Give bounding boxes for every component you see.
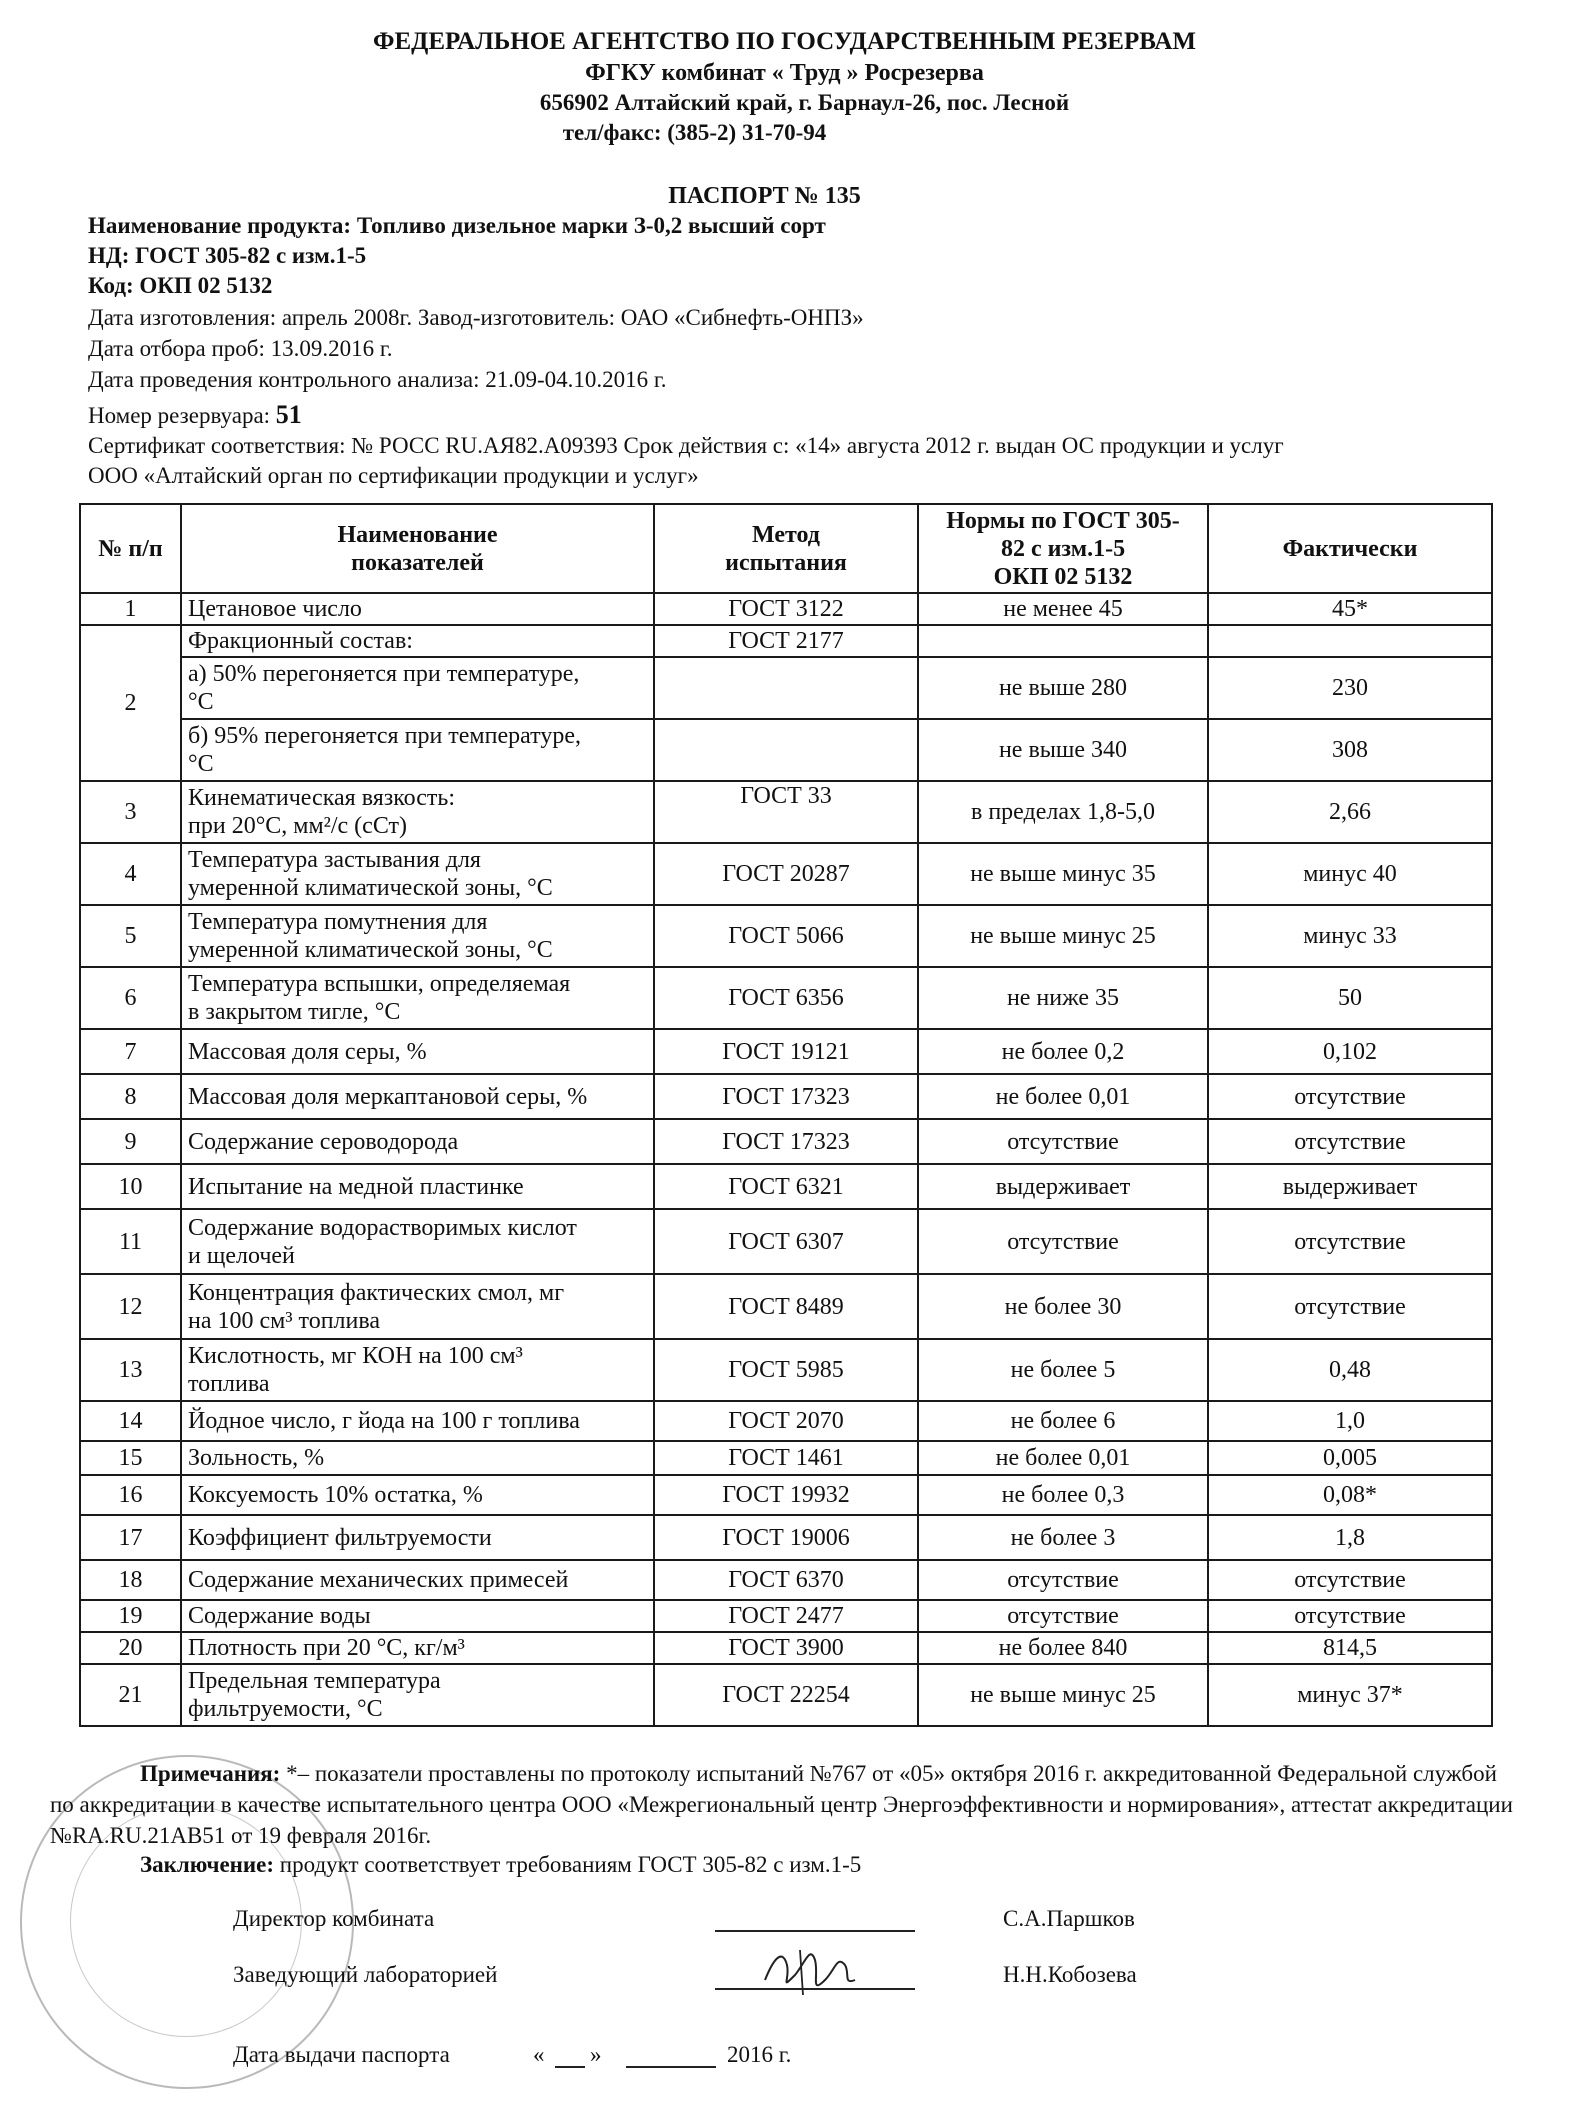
certificate-line-1: Сертификат соответствия: № РОСС RU.АЯ82.А09393 Срок действия с: «14» августа 2012 г. выдан ОС продукции и услуг (88, 433, 1284, 458)
table-cell: не более 0,01 (918, 1074, 1208, 1119)
table-cell: 308 (1208, 719, 1492, 781)
table-cell: Плотность при 20 °С, кг/м³ (181, 1632, 654, 1664)
table-row (80, 781, 1492, 843)
table-cell (654, 657, 918, 719)
director-title: Директор комбината (233, 1906, 435, 1931)
table-header-row (80, 504, 1492, 593)
table-cell: ГОСТ 8489 (654, 1274, 918, 1339)
table-cell: 2 (80, 625, 181, 781)
table-cell: 5 (80, 905, 181, 967)
table-cell: отсутствие (1208, 1119, 1492, 1164)
table-cell: отсутствие (1208, 1074, 1492, 1119)
table-cell: не более 30 (918, 1274, 1208, 1339)
table-cell: не более 6 (918, 1401, 1208, 1441)
table-row (80, 905, 1492, 967)
organization-address: 656902 Алтайский край, г. Барнаул-26, пос. Лесной (539, 90, 1070, 115)
conclusion-text: продукт соответствует требованиям ГОСТ 305-82 с изм.1-5 (274, 1852, 862, 1877)
table-cell: 0,48 (1208, 1339, 1492, 1401)
table-cell (654, 719, 918, 781)
certificate-line-2: ООО «Алтайский орган по сертификации продукции и услуг» (88, 463, 699, 488)
table-cell: отсутствие (918, 1600, 1208, 1632)
table-cell: Содержание водорастворимых кислот и щелочей (181, 1209, 654, 1274)
notes-label: Примечания: (140, 1761, 281, 1786)
normative-document: НД: ГОСТ 305-82 с изм.1-5 (88, 243, 367, 268)
table-cell: отсутствие (918, 1209, 1208, 1274)
sampling-date: Дата отбора проб: 13.09.2016 г. (88, 336, 393, 361)
conclusion (140, 1852, 861, 1878)
table-row (80, 1029, 1492, 1074)
table-cell: в пределах 1,8-5,0 (918, 781, 1208, 843)
table-row (80, 1339, 1492, 1401)
table-cell: 17 (80, 1515, 181, 1560)
table-row (80, 1401, 1492, 1441)
table-cell: ГОСТ 3122 (654, 593, 918, 625)
table-cell: выдерживает (1208, 1164, 1492, 1209)
table-cell: Температура застывания для умеренной климатической зоны, °С (181, 843, 654, 905)
tank-label: Номер резервуара: (88, 403, 271, 428)
table-cell: 12 (80, 1274, 181, 1339)
table-cell: 2,66 (1208, 781, 1492, 843)
table-cell: выдерживает (918, 1164, 1208, 1209)
table-cell: не выше минус 25 (918, 905, 1208, 967)
tank-number (88, 400, 302, 430)
table-cell: Йодное число, г йода на 100 г топлива (181, 1401, 654, 1441)
table-cell: минус 40 (1208, 843, 1492, 905)
lab-head-title: Заведующий лабораторией (233, 1962, 498, 1987)
table-cell: 13 (80, 1339, 181, 1401)
table-cell: 21 (80, 1664, 181, 1726)
table-cell: 1 (80, 593, 181, 625)
table-cell: ГОСТ 5066 (654, 905, 918, 967)
passport-title: ПАСПОРТ № 135 (668, 183, 861, 209)
table-cell: Содержание сероводорода (181, 1119, 654, 1164)
table-row (80, 1441, 1492, 1475)
table-row (80, 657, 1492, 719)
table-cell: 18 (80, 1560, 181, 1600)
table-row (80, 1164, 1492, 1209)
table-cell: ГОСТ 22254 (654, 1664, 918, 1726)
table-row (80, 1475, 1492, 1515)
issue-date-label: Дата выдачи паспорта (233, 2042, 450, 2067)
table-cell: 230 (1208, 657, 1492, 719)
table-cell: 15 (80, 1441, 181, 1475)
table-cell: 1,0 (1208, 1401, 1492, 1441)
table-cell: Концентрация фактических смол, мг на 100 см³ топлива (181, 1274, 654, 1339)
table-row (80, 1560, 1492, 1600)
table-cell: не более 0,2 (918, 1029, 1208, 1074)
table-cell: 0,102 (1208, 1029, 1492, 1074)
table-cell: отсутствие (1208, 1209, 1492, 1274)
table-cell: Предельная температура фильтруемости, °С (181, 1664, 654, 1726)
table-cell: 9 (80, 1119, 181, 1164)
handwritten-signature (755, 1935, 875, 2005)
table-cell: не выше минус 25 (918, 1664, 1208, 1726)
table-row (80, 1600, 1492, 1632)
notes-text: *– показатели проставлены по протоколу испытаний №767 от «05» октября 2016 г. аккредитованной Федеральной службой по аккредитации в качестве испытательного центра ООО «Межрегиональный центр Энергоэффективности и нормирования», аттестат аккредитации №RA.RU.21АВ51 от 19 февраля 2016г. (50, 1761, 1513, 1848)
table-row (80, 1119, 1492, 1164)
table-cell: 50 (1208, 967, 1492, 1029)
table-cell: 10 (80, 1164, 181, 1209)
table-cell: ГОСТ 20287 (654, 843, 918, 905)
table-cell: Массовая доля серы, % (181, 1029, 654, 1074)
table-cell: 8 (80, 1074, 181, 1119)
table-cell: 814,5 (1208, 1632, 1492, 1664)
table-row (80, 625, 1492, 657)
table-cell: Кислотность, мг КОН на 100 см³ топлива (181, 1339, 654, 1401)
header-actual: Фактически (1208, 504, 1492, 593)
table-cell: Испытание на медной пластинке (181, 1164, 654, 1209)
organization-name: ФГКУ комбинат « Труд » Росрезерва (585, 60, 984, 86)
table-cell: минус 37* (1208, 1664, 1492, 1726)
organization-phone: тел/факс: (385-2) 31-70-94 (562, 120, 827, 145)
table-cell: не выше минус 35 (918, 843, 1208, 905)
table-cell: Температура вспышки, определяемая в закрытом тигле, °С (181, 967, 654, 1029)
table-cell: 3 (80, 781, 181, 843)
lab-head-name: Н.Н.Кобозева (1003, 1962, 1137, 1987)
table-cell: ГОСТ 6370 (654, 1560, 918, 1600)
table-cell: не более 3 (918, 1515, 1208, 1560)
issue-date-close-quote: » (590, 2042, 602, 2067)
table-cell: Содержание механических примесей (181, 1560, 654, 1600)
table-cell: Фракционный состав: (181, 625, 654, 657)
table-row (80, 1074, 1492, 1119)
table-cell (918, 625, 1208, 657)
table-cell: не более 5 (918, 1339, 1208, 1401)
agency-name: ФЕДЕРАЛЬНОЕ АГЕНТСТВО ПО ГОСУДАРСТВЕННЫМ РЕЗЕРВАМ (372, 28, 1197, 55)
table-cell: Температура помутнения для умеренной климатической зоны, °С (181, 905, 654, 967)
table-cell: отсутствие (1208, 1600, 1492, 1632)
table-cell: минус 33 (1208, 905, 1492, 967)
table-cell: 0,005 (1208, 1441, 1492, 1475)
table-row (80, 1274, 1492, 1339)
table-cell: Массовая доля меркаптановой серы, % (181, 1074, 654, 1119)
table-cell (1208, 625, 1492, 657)
table-row (80, 593, 1492, 625)
table-cell: 11 (80, 1209, 181, 1274)
issue-month-blank (626, 2066, 716, 2068)
table-cell: ГОСТ 19006 (654, 1515, 918, 1560)
indicators-table (79, 503, 1493, 1727)
table-cell: Кинематическая вязкость: при 20°С, мм²/с (сСт) (181, 781, 654, 843)
table-cell: 16 (80, 1475, 181, 1515)
tank-value: 51 (275, 400, 302, 429)
table-cell: ГОСТ 2477 (654, 1600, 918, 1632)
director-name: С.А.Паршков (1003, 1906, 1135, 1931)
table-cell: отсутствие (1208, 1560, 1492, 1600)
table-cell: ГОСТ 5985 (654, 1339, 918, 1401)
table-cell: 20 (80, 1632, 181, 1664)
table-row (80, 1632, 1492, 1664)
table-cell: а) 50% перегоняется при температуре, °С (181, 657, 654, 719)
table-cell: отсутствие (918, 1560, 1208, 1600)
table-cell: ГОСТ 17323 (654, 1119, 918, 1164)
table-cell: ГОСТ 2177 (654, 625, 918, 657)
table-cell: отсутствие (1208, 1274, 1492, 1339)
table-row (80, 1515, 1492, 1560)
table-cell: ГОСТ 6307 (654, 1209, 918, 1274)
header-method: Метод испытания (654, 504, 918, 593)
table-cell: 7 (80, 1029, 181, 1074)
table-cell: ГОСТ 19121 (654, 1029, 918, 1074)
manufacture-info: Дата изготовления: апрель 2008г. Завод-изготовитель: ОАО «Сибнефть-ОНПЗ» (88, 305, 864, 330)
table-cell: ГОСТ 2070 (654, 1401, 918, 1441)
table-row (80, 1209, 1492, 1274)
table-cell: Коэффициент фильтруемости (181, 1515, 654, 1560)
issue-year: 2016 г. (727, 2042, 792, 2067)
product-line (88, 213, 826, 239)
header-num: № п/п (80, 504, 181, 593)
table-cell: не выше 280 (918, 657, 1208, 719)
header-name: Наименование показателей (181, 504, 654, 593)
table-row (80, 843, 1492, 905)
table-cell: ГОСТ 17323 (654, 1074, 918, 1119)
table-cell: 19 (80, 1600, 181, 1632)
table-cell: не более 0,01 (918, 1441, 1208, 1475)
product-code: Код: ОКП 02 5132 (88, 273, 273, 298)
conclusion-label: Заключение: (140, 1852, 275, 1877)
header-norm: Нормы по ГОСТ 305- 82 с изм.1-5 ОКП 02 5132 (918, 504, 1208, 593)
table-cell: 45* (1208, 593, 1492, 625)
table-cell: ГОСТ 19932 (654, 1475, 918, 1515)
table-cell: 4 (80, 843, 181, 905)
product-value: Топливо дизельное марки З-0,2 высший сорт (356, 213, 826, 238)
table-cell: не выше 340 (918, 719, 1208, 781)
table-cell: 14 (80, 1401, 181, 1441)
table-cell: ГОСТ 3900 (654, 1632, 918, 1664)
table-row (80, 967, 1492, 1029)
table-cell: 1,8 (1208, 1515, 1492, 1560)
product-label: Наименование продукта: (88, 213, 352, 238)
table-cell: отсутствие (918, 1119, 1208, 1164)
table-cell: ГОСТ 1461 (654, 1441, 918, 1475)
table-cell: не ниже 35 (918, 967, 1208, 1029)
issue-date-open-quote: « (533, 2042, 545, 2067)
table-cell: не более 840 (918, 1632, 1208, 1664)
table-cell: б) 95% перегоняется при температуре, °С (181, 719, 654, 781)
table-cell: 6 (80, 967, 181, 1029)
table-row (80, 719, 1492, 781)
table-cell: ГОСТ 6356 (654, 967, 918, 1029)
table-cell: Зольность, % (181, 1441, 654, 1475)
director-signature-line (715, 1930, 915, 1932)
table-row (80, 1664, 1492, 1726)
analysis-date: Дата проведения контрольного анализа: 21.09-04.10.2016 г. (88, 367, 667, 392)
issue-day-blank (555, 2066, 585, 2068)
table-cell: 0,08* (1208, 1475, 1492, 1515)
table-cell: не более 0,3 (918, 1475, 1208, 1515)
table-cell: ГОСТ 33 (654, 781, 918, 843)
table-cell: Цетановое число (181, 593, 654, 625)
table-cell: Коксуемость 10% остатка, % (181, 1475, 654, 1515)
table-cell: Содержание воды (181, 1600, 654, 1632)
notes-block (50, 1758, 1520, 1851)
table-cell: не менее 45 (918, 593, 1208, 625)
table-cell: ГОСТ 6321 (654, 1164, 918, 1209)
